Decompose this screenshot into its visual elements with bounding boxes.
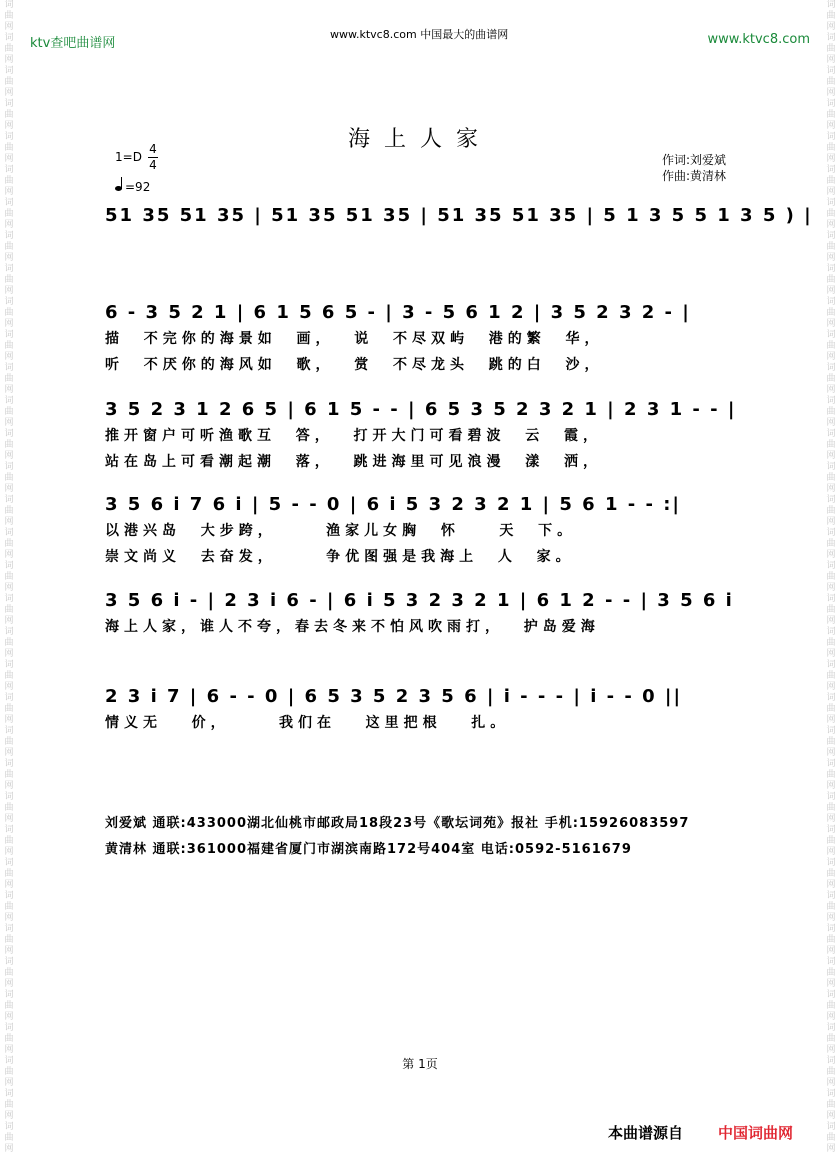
watermark-char: 词 bbox=[4, 759, 14, 769]
watermark-char: 曲 bbox=[4, 968, 14, 978]
watermark-char: 曲 bbox=[826, 407, 836, 417]
watermark-char: 词 bbox=[4, 0, 14, 10]
watermark-char: 网 bbox=[826, 946, 836, 956]
watermark-char: 曲 bbox=[826, 638, 836, 648]
watermark-char: 曲 bbox=[826, 968, 836, 978]
watermark-char: 曲 bbox=[826, 143, 836, 153]
watermark-char: 曲 bbox=[4, 704, 14, 714]
watermark-char: 词 bbox=[826, 99, 836, 109]
watermark-char: 网 bbox=[826, 748, 836, 758]
watermark-char: 网 bbox=[4, 616, 14, 626]
watermark-char: 网 bbox=[826, 616, 836, 626]
tempo-value: =92 bbox=[125, 180, 151, 194]
watermark-char: 曲 bbox=[826, 539, 836, 549]
watermark-char: 词 bbox=[826, 594, 836, 604]
watermark-char: 词 bbox=[826, 66, 836, 76]
watermark-char: 网 bbox=[4, 649, 14, 659]
watermark-char: 词 bbox=[826, 396, 836, 406]
watermark-char: 网 bbox=[4, 1078, 14, 1088]
watermark-char: 曲 bbox=[826, 110, 836, 120]
watermark-char: 网 bbox=[826, 352, 836, 362]
watermark-char: 网 bbox=[826, 22, 836, 32]
watermark-char: 网 bbox=[4, 121, 14, 131]
watermark-char: 词 bbox=[4, 264, 14, 274]
watermark-char: 网 bbox=[4, 880, 14, 890]
watermark-char: 曲 bbox=[4, 176, 14, 186]
watermark-char: 曲 bbox=[4, 308, 14, 318]
watermark-char: 网 bbox=[826, 682, 836, 692]
quarter-note-icon bbox=[115, 186, 122, 191]
watermark-char: 词 bbox=[826, 165, 836, 175]
watermark-char: 网 bbox=[826, 55, 836, 65]
watermark-char: 词 bbox=[4, 495, 14, 505]
watermark-char: 词 bbox=[4, 165, 14, 175]
watermark-char: 网 bbox=[4, 484, 14, 494]
watermark-char: 曲 bbox=[826, 176, 836, 186]
watermark-char: 网 bbox=[4, 220, 14, 230]
watermark-char: 网 bbox=[826, 979, 836, 989]
watermark-char: 网 bbox=[826, 880, 836, 890]
watermark-char: 曲 bbox=[826, 803, 836, 813]
watermark-char: 曲 bbox=[4, 803, 14, 813]
watermark-char: 网 bbox=[826, 286, 836, 296]
watermark-char: 词 bbox=[826, 330, 836, 340]
watermark-char: 网 bbox=[4, 253, 14, 263]
watermark-char: 曲 bbox=[826, 869, 836, 879]
watermark-char: 词 bbox=[4, 1122, 14, 1132]
header-left-site[interactable]: ktv查吧曲谱网 bbox=[30, 36, 116, 51]
watermark-char: 曲 bbox=[826, 374, 836, 384]
watermark-char: 曲 bbox=[4, 11, 14, 21]
watermark-char: 词 bbox=[4, 198, 14, 208]
score-line-2 bbox=[105, 300, 770, 378]
watermark-char: 词 bbox=[826, 693, 836, 703]
watermark-char: 词 bbox=[826, 33, 836, 43]
notes-row: 3 5 2 3 1 2 6 5 | 6 1 5 - - | 6 5 3 5 2 3 2 1 | 2 3 1 - - | bbox=[105, 399, 737, 420]
watermark-char: 词 bbox=[4, 1089, 14, 1099]
watermark-char: 曲 bbox=[826, 1067, 836, 1077]
watermark-char: 曲 bbox=[4, 1001, 14, 1011]
watermark-char: 网 bbox=[4, 451, 14, 461]
watermark-char: 曲 bbox=[4, 902, 14, 912]
watermark-right bbox=[822, 0, 840, 1169]
watermark-char: 曲 bbox=[826, 341, 836, 351]
score-line-1 bbox=[105, 203, 813, 229]
watermark-char: 网 bbox=[4, 550, 14, 560]
watermark-char: 词 bbox=[4, 825, 14, 835]
watermark-char: 网 bbox=[4, 814, 14, 824]
watermark-char: 曲 bbox=[4, 374, 14, 384]
contact-lyricist: 刘爱斌 通联:433000湖北仙桃市邮政局18段23号《歌坛词苑》报社 手机:15926083597 bbox=[105, 816, 690, 831]
watermark-char: 词 bbox=[4, 660, 14, 670]
watermark-char: 词 bbox=[826, 264, 836, 274]
watermark-char: 网 bbox=[826, 649, 836, 659]
watermark-char: 网 bbox=[826, 583, 836, 593]
watermark-char: 网 bbox=[826, 550, 836, 560]
watermark-char: 曲 bbox=[4, 770, 14, 780]
page-number: 第 1页 bbox=[402, 1057, 438, 1071]
watermark-char: 词 bbox=[4, 627, 14, 637]
watermark-char: 曲 bbox=[826, 1100, 836, 1110]
watermark-char: 网 bbox=[826, 781, 836, 791]
watermark-char: 网 bbox=[826, 517, 836, 527]
header-center-url: www.ktvc8.com 中国最大的曲谱网 bbox=[330, 28, 509, 41]
watermark-char: 网 bbox=[4, 385, 14, 395]
watermark-char: 词 bbox=[4, 231, 14, 241]
watermark-char: 曲 bbox=[4, 77, 14, 87]
watermark-char: 网 bbox=[4, 88, 14, 98]
watermark-char: 曲 bbox=[826, 44, 836, 54]
watermark-char: 词 bbox=[4, 132, 14, 142]
watermark-char: 曲 bbox=[4, 869, 14, 879]
watermark-char: 词 bbox=[826, 297, 836, 307]
watermark-char: 词 bbox=[826, 792, 836, 802]
lyric-verse-1: 情义无 价， 我们在 这里把根 扎。 bbox=[105, 715, 510, 731]
watermark-char: 网 bbox=[826, 847, 836, 857]
watermark-char: 网 bbox=[826, 220, 836, 230]
footer-source-site[interactable]: 中国词曲网 bbox=[718, 1124, 794, 1142]
watermark-char: 曲 bbox=[826, 440, 836, 450]
score-line-5 bbox=[105, 588, 770, 640]
watermark-char: 曲 bbox=[4, 473, 14, 483]
watermark-char: 网 bbox=[4, 517, 14, 527]
watermark-char: 词 bbox=[4, 594, 14, 604]
watermark-char: 词 bbox=[826, 990, 836, 1000]
watermark-char: 网 bbox=[4, 154, 14, 164]
watermark-char: 词 bbox=[826, 198, 836, 208]
watermark-char: 网 bbox=[826, 187, 836, 197]
watermark-char: 词 bbox=[4, 792, 14, 802]
watermark-char: 曲 bbox=[4, 209, 14, 219]
watermark-char: 网 bbox=[4, 913, 14, 923]
watermark-char: 网 bbox=[826, 319, 836, 329]
watermark-char: 曲 bbox=[826, 275, 836, 285]
lyric-verse-1: 以港兴岛 大步跨， 渔家儿女胸 怀 天 下。 bbox=[105, 523, 577, 539]
watermark-char: 网 bbox=[4, 847, 14, 857]
watermark-char: 曲 bbox=[4, 1067, 14, 1077]
watermark-char: 词 bbox=[4, 528, 14, 538]
song-title: 海上人家 bbox=[347, 127, 492, 152]
watermark-char: 网 bbox=[826, 385, 836, 395]
watermark-char: 曲 bbox=[4, 572, 14, 582]
notes-row: 3 5 6 i 7 6 i | 5 - - 0 | 6 i 5 3 2 3 2 1 | 5 6 1 - - :| bbox=[105, 494, 682, 515]
watermark-char: 词 bbox=[4, 1056, 14, 1066]
lyric-verse-1: 海上人家，谁人不夸，春去冬来不怕风吹雨打， 护岛爱海 bbox=[105, 619, 600, 635]
watermark-char: 网 bbox=[4, 946, 14, 956]
watermark-char: 词 bbox=[826, 825, 836, 835]
key-signature: 1=D bbox=[115, 150, 142, 164]
watermark-char: 曲 bbox=[826, 308, 836, 318]
watermark-char: 网 bbox=[826, 484, 836, 494]
notes-row: 3 5 6 i - | 2 3 i 6 - | 6 i 5 3 2 3 2 1 | 6 1 2 - - | 3 5 6 i bbox=[105, 590, 734, 611]
watermark-char: 词 bbox=[4, 693, 14, 703]
watermark-char: 网 bbox=[826, 121, 836, 131]
watermark-char: 曲 bbox=[4, 638, 14, 648]
watermark-char: 词 bbox=[826, 495, 836, 505]
watermark-char: 网 bbox=[826, 814, 836, 824]
watermark-char: 曲 bbox=[826, 242, 836, 252]
watermark-char: 曲 bbox=[4, 440, 14, 450]
watermark-char: 词 bbox=[826, 627, 836, 637]
watermark-char: 网 bbox=[4, 748, 14, 758]
watermark-char: 词 bbox=[4, 990, 14, 1000]
watermark-char: 词 bbox=[4, 396, 14, 406]
watermark-char: 曲 bbox=[826, 902, 836, 912]
watermark-char: 词 bbox=[826, 660, 836, 670]
watermark-char: 网 bbox=[4, 319, 14, 329]
watermark-char: 曲 bbox=[4, 737, 14, 747]
watermark-char: 词 bbox=[4, 462, 14, 472]
contact-composer: 黄清林 通联:361000福建省厦门市湖滨南路172号404室 电话:0592-5161679 bbox=[105, 842, 632, 857]
watermark-char: 曲 bbox=[826, 737, 836, 747]
watermark-char: 词 bbox=[826, 891, 836, 901]
watermark-char: 网 bbox=[826, 1111, 836, 1121]
watermark-char: 词 bbox=[4, 858, 14, 868]
watermark-char: 网 bbox=[4, 583, 14, 593]
watermark-char: 词 bbox=[826, 759, 836, 769]
watermark-char: 词 bbox=[4, 1023, 14, 1033]
watermark-char: 词 bbox=[826, 429, 836, 439]
time-signature bbox=[148, 142, 158, 173]
watermark-char: 曲 bbox=[4, 275, 14, 285]
watermark-char: 曲 bbox=[826, 473, 836, 483]
watermark-char: 曲 bbox=[826, 1133, 836, 1143]
watermark-char: 网 bbox=[4, 22, 14, 32]
watermark-char: 网 bbox=[4, 781, 14, 791]
watermark-char: 曲 bbox=[4, 242, 14, 252]
watermark-char: 网 bbox=[4, 55, 14, 65]
watermark-char: 词 bbox=[826, 132, 836, 142]
lyricist: 作词:刘爱斌 bbox=[662, 153, 727, 167]
watermark-char: 网 bbox=[4, 1111, 14, 1121]
watermark-char: 网 bbox=[826, 154, 836, 164]
watermark-char: 曲 bbox=[826, 11, 836, 21]
watermark-char: 词 bbox=[4, 363, 14, 373]
watermark-char: 词 bbox=[4, 561, 14, 571]
watermark-char: 曲 bbox=[4, 836, 14, 846]
watermark-char: 曲 bbox=[4, 935, 14, 945]
watermark-char: 网 bbox=[826, 913, 836, 923]
watermark-char: 词 bbox=[4, 66, 14, 76]
watermark-char: 曲 bbox=[4, 110, 14, 120]
watermark-char: 曲 bbox=[826, 935, 836, 945]
header-right-url[interactable]: www.ktvc8.com bbox=[707, 32, 810, 47]
notes-row: 6 - 3 5 2 1 | 6 1 5 6 5 - | 3 - 5 6 1 2 | 3 5 2 3 2 - | bbox=[105, 302, 691, 323]
watermark-char: 网 bbox=[4, 1144, 14, 1154]
watermark-char: 词 bbox=[826, 1056, 836, 1066]
watermark-char: 词 bbox=[4, 726, 14, 736]
watermark-char: 曲 bbox=[4, 341, 14, 351]
watermark-char: 曲 bbox=[826, 506, 836, 516]
watermark-char: 曲 bbox=[826, 704, 836, 714]
watermark-char: 词 bbox=[826, 858, 836, 868]
watermark-char: 曲 bbox=[4, 143, 14, 153]
footer-source-label: 本曲谱源自 bbox=[608, 1124, 684, 1142]
lyric-verse-1: 描 不完你的海景如 画， 说 不尽双屿 港的繁 华， bbox=[105, 331, 604, 347]
tempo-mark bbox=[115, 180, 150, 194]
watermark-char: 网 bbox=[4, 286, 14, 296]
lyric-verse-1: 推开窗户可听渔歌互 答， 打开大门可看碧波 云 霞， bbox=[105, 428, 602, 444]
watermark-char: 词 bbox=[4, 330, 14, 340]
watermark-char: 词 bbox=[4, 429, 14, 439]
watermark-char: 词 bbox=[826, 363, 836, 373]
watermark-char: 词 bbox=[4, 957, 14, 967]
watermark-char: 网 bbox=[4, 682, 14, 692]
watermark-char: 词 bbox=[826, 561, 836, 571]
watermark-char: 曲 bbox=[826, 77, 836, 87]
watermark-char: 词 bbox=[826, 924, 836, 934]
watermark-char: 网 bbox=[4, 979, 14, 989]
watermark-char: 曲 bbox=[4, 671, 14, 681]
watermark-char: 词 bbox=[826, 528, 836, 538]
lyric-verse-2: 站在岛上可看潮起潮 落， 跳进海里可见浪漫 漾 洒， bbox=[105, 454, 602, 470]
watermark-char: 网 bbox=[826, 1045, 836, 1055]
watermark-char: 词 bbox=[4, 924, 14, 934]
watermark-char: 网 bbox=[826, 418, 836, 428]
notes-row: 51 35 51 35 | 51 35 51 35 | 51 35 51 35 | 5 1 3 5 5 1 3 5 ) | bbox=[105, 205, 813, 226]
watermark-char: 词 bbox=[4, 99, 14, 109]
watermark-char: 曲 bbox=[4, 1100, 14, 1110]
watermark-char: 词 bbox=[826, 726, 836, 736]
watermark-char: 曲 bbox=[4, 605, 14, 615]
watermark-char: 曲 bbox=[4, 44, 14, 54]
credits bbox=[662, 152, 726, 184]
notes-row: 2 3 i 7 | 6 - - 0 | 6 5 3 5 2 3 5 6 | i - - - | i - - 0 || bbox=[105, 686, 683, 707]
watermark-char: 网 bbox=[4, 187, 14, 197]
watermark-char: 曲 bbox=[826, 671, 836, 681]
watermark-char: 词 bbox=[826, 1023, 836, 1033]
composer: 作曲:黄清林 bbox=[662, 169, 727, 183]
watermark-char: 词 bbox=[4, 33, 14, 43]
watermark-char: 网 bbox=[4, 352, 14, 362]
score-line-3 bbox=[105, 397, 770, 475]
watermark-char: 网 bbox=[826, 253, 836, 263]
watermark-char: 网 bbox=[826, 715, 836, 725]
watermark-char: 词 bbox=[826, 0, 836, 10]
time-top: 4 bbox=[149, 142, 157, 156]
watermark-char: 曲 bbox=[4, 1133, 14, 1143]
watermark-char: 曲 bbox=[826, 836, 836, 846]
lyric-verse-2: 听 不厌你的海风如 歌， 赏 不尽龙头 跳的白 沙， bbox=[105, 357, 604, 373]
watermark-char: 词 bbox=[826, 1122, 836, 1132]
watermark-char: 曲 bbox=[4, 407, 14, 417]
watermark-char: 网 bbox=[826, 1012, 836, 1022]
watermark-char: 网 bbox=[4, 715, 14, 725]
watermark-char: 网 bbox=[826, 1144, 836, 1154]
watermark-char: 曲 bbox=[826, 605, 836, 615]
lyric-verse-2: 崇文尚义 去奋发， 争优图强是我海上 人 家。 bbox=[105, 549, 575, 565]
watermark-char: 网 bbox=[4, 1045, 14, 1055]
score-line-6 bbox=[105, 684, 770, 736]
watermark-char: 网 bbox=[4, 1012, 14, 1022]
watermark-char: 曲 bbox=[826, 209, 836, 219]
watermark-char: 曲 bbox=[826, 1034, 836, 1044]
watermark-char: 曲 bbox=[826, 770, 836, 780]
watermark-char: 词 bbox=[826, 462, 836, 472]
watermark-char: 词 bbox=[826, 957, 836, 967]
watermark-char: 词 bbox=[826, 231, 836, 241]
watermark-char: 曲 bbox=[4, 506, 14, 516]
watermark-left bbox=[0, 0, 18, 1169]
watermark-char: 词 bbox=[4, 297, 14, 307]
watermark-char: 词 bbox=[826, 1089, 836, 1099]
watermark-char: 网 bbox=[826, 1078, 836, 1088]
watermark-char: 曲 bbox=[826, 1001, 836, 1011]
watermark-char: 曲 bbox=[4, 539, 14, 549]
score-line-4 bbox=[105, 492, 770, 570]
watermark-char: 词 bbox=[4, 891, 14, 901]
watermark-char: 网 bbox=[826, 451, 836, 461]
watermark-char: 网 bbox=[826, 88, 836, 98]
watermark-char: 网 bbox=[4, 418, 14, 428]
time-bottom: 4 bbox=[149, 158, 157, 172]
watermark-char: 曲 bbox=[826, 572, 836, 582]
watermark-char: 曲 bbox=[4, 1034, 14, 1044]
